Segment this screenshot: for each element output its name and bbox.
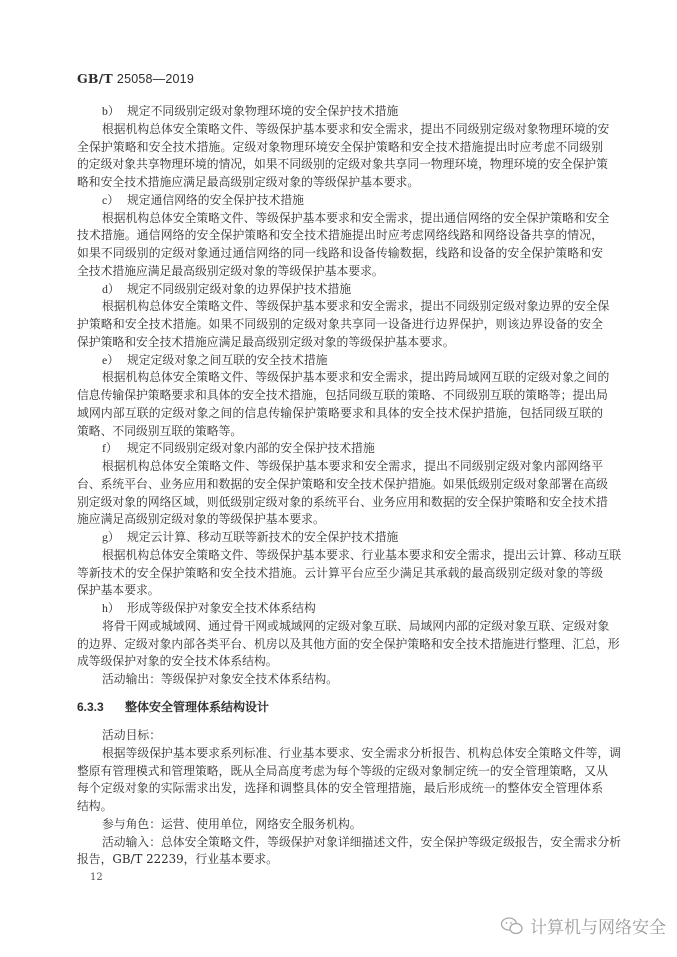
- paragraph-line: 整原有管理模式和管理策略，既从全局高度考虑为每个等级的定级对象制定统一的安全管理策略，又从: [77, 763, 608, 778]
- standard-prefix: GB/T: [77, 71, 113, 86]
- list-item-title: 规定通信网络的安全保护技术措施: [127, 192, 304, 207]
- paragraph-line: 全保护策略和安全技术措施。定级对象物理环境安全保护策略和安全技术措施提出时应考虑不同级别: [77, 139, 603, 154]
- paragraph-line: 根据等级保护基本要求系列标准、行业基本要求、安全需求分析报告、机构总体安全策略文件等，调: [102, 745, 622, 760]
- paragraph-line: 台、系统平台、业务应用和数据的安全保护策略和安全技术保护措施。如果低级别定级对象部署在高级: [77, 476, 608, 491]
- wechat-icon: [500, 916, 524, 936]
- list-item-title: 形成等级保护对象安全技术体系结构: [127, 601, 316, 615]
- paragraph-line: 信息传输保护策略要求和具体的安全技术措施，包括同级互联的策略、不同级别互联的策略等；提出局: [77, 388, 608, 402]
- paragraph-line: 保护策略和安全技术措施应满足最高级别定级对象的等级保护基本要求。: [77, 334, 455, 349]
- list-item-label: f）: [102, 441, 118, 456]
- paragraph-line: 的边界、定级对象内部各类平台、机房以及其他方面的安全保护策略和安全技术措施进行整理、汇总，形: [77, 636, 620, 651]
- list-item-heading: [77, 440, 603, 458]
- document-body: [77, 103, 622, 887]
- section-heading: [77, 699, 603, 717]
- paragraph-line: 根据机构总体安全策略文件、等级保护基本要求和安全需求，提出不同级别定级对象内部网络平: [102, 459, 603, 473]
- paragraph-line: 略和安全技术措施应满足最高级别定级对象的等级保护基本要求。: [77, 175, 420, 189]
- list-item-heading: [77, 352, 603, 370]
- section-number: 6.3.3: [77, 700, 104, 714]
- paragraph-line: 如果不同级别的定级对象通过通信网络的同一线路和设备传输数据，线路和设备的安全保护策略和安: [77, 246, 603, 260]
- watermark-text: 计算机与网络安全: [530, 918, 666, 938]
- list-item-heading: [77, 103, 603, 121]
- paragraph-line: 将骨干网或城域网、通过骨干网或城域网的定级对象互联、局域网内部的定级对象互联、定级对象: [102, 618, 610, 633]
- paragraph-line: 报告，GB/T 22239，行业基本要求。: [77, 852, 278, 867]
- activity-goal-label: 活动目标：: [102, 728, 161, 742]
- standard-number: 25058—2019: [116, 72, 194, 86]
- paragraph-line: 根据机构总体安全策略文件、等级保护基本要求、行业基本要求和安全需求，提出云计算、移动互联: [102, 547, 622, 562]
- paragraph-line: 全技术措施应满足最高级别定级对象的等级保护基本要求。: [77, 263, 384, 278]
- paragraph-line: 根据机构总体安全策略文件、等级保护基本要求和安全需求，提出通信网络的安全保护策略和安全: [102, 210, 610, 225]
- paragraph-line: 域网内部互联的定级对象之间的信息传输保护策略要求和具体的安全技术保护措施，包括同级互联的: [77, 405, 603, 420]
- page-number: 12: [90, 872, 103, 883]
- paragraph-line: 活动输入：总体安全策略文件，等级保护对象详细描述文件，安全保护等级定级报告，安全需求分析: [102, 834, 622, 849]
- paragraph-line: 根据机构总体安全策略文件、等级保护基本要求和安全需求，提出不同级别定级对象边界的安全保: [102, 299, 610, 314]
- list-item-heading: [77, 529, 603, 547]
- list-item-heading: [77, 281, 603, 299]
- participating-roles: 参与角色：运营、使用单位，网络安全服务机构。: [102, 816, 362, 831]
- paragraph-line: 成等级保护对象的安全技术体系结构。: [77, 654, 278, 669]
- list-item-title: 规定云计算、移动互联等新技术的安全保护技术措施: [127, 530, 399, 544]
- paragraph-line: 策略、不同级别互联的策略等。: [77, 423, 243, 438]
- list-item-label: g）: [102, 530, 120, 544]
- paragraph-line: 保护基本要求。: [77, 583, 160, 598]
- paragraph-line: 的定级对象共享物理环境的情况，如果不同级别的定级对象共享同一物理环境，物理环境的安全保护策: [77, 157, 608, 172]
- list-item-title: 规定不同级别定级对象物理环境的安全保护技术措施: [127, 104, 399, 118]
- paragraph-line: 每个定级对象的实际需求出发，选择和调整具体的安全管理措施，最后形成统一的整体安全管理体系: [77, 781, 603, 796]
- list-item-title: 规定不同级别定级对象的边界保护技术措施: [127, 281, 352, 296]
- list-item-heading: [77, 192, 603, 210]
- list-item-label: d）: [102, 281, 120, 296]
- paragraph-line: 施应满足高级别定级对象的等级保护基本要求。: [77, 512, 325, 527]
- paragraph-line: 根据机构总体安全策略文件、等级保护基本要求和安全需求，提出不同级别定级对象物理环境的安: [102, 121, 610, 136]
- paragraph-line: 别定级对象的网络区域，则低级别定级对象的系统平台、业务应用和数据的安全保护策略和安全技术措: [77, 494, 608, 509]
- watermark: [500, 913, 666, 938]
- paragraph-line: 结构。: [77, 799, 113, 813]
- list-item-title: 规定不同级别定级对象内部的安全保护技术措施: [127, 441, 375, 456]
- activity-output: 活动输出：等级保护对象安全技术体系结构。: [102, 672, 338, 686]
- list-item-heading: [77, 600, 603, 618]
- paragraph-line: 根据机构总体安全策略文件、等级保护基本要求和安全需求，提出跨局域网互联的定级对象之间的: [102, 370, 610, 385]
- paragraph-line: 护策略和安全技术措施。如果不同级别的定级对象共享同一设备进行边界保护，则该边界设备的安全: [77, 317, 603, 331]
- list-item-label: b）: [102, 104, 120, 118]
- list-item-label: e）: [102, 352, 120, 367]
- list-item-title: 规定定级对象之间互联的安全技术措施: [127, 352, 328, 367]
- list-item-label: c）: [102, 192, 120, 207]
- document-header: [77, 71, 194, 86]
- section-title: 整体安全管理体系结构设计: [125, 700, 270, 714]
- paragraph-line: 等新技术的安全保护策略和安全技术措施。云计算平台应至少满足其承载的最高级别定级对象的等级: [77, 565, 603, 580]
- list-item-label: h）: [102, 601, 120, 615]
- paragraph-line: 技术措施。通信网络的安全保护策略和安全技术措施提出时应考虑网络线路和网络设备共享的情况，: [77, 228, 603, 243]
